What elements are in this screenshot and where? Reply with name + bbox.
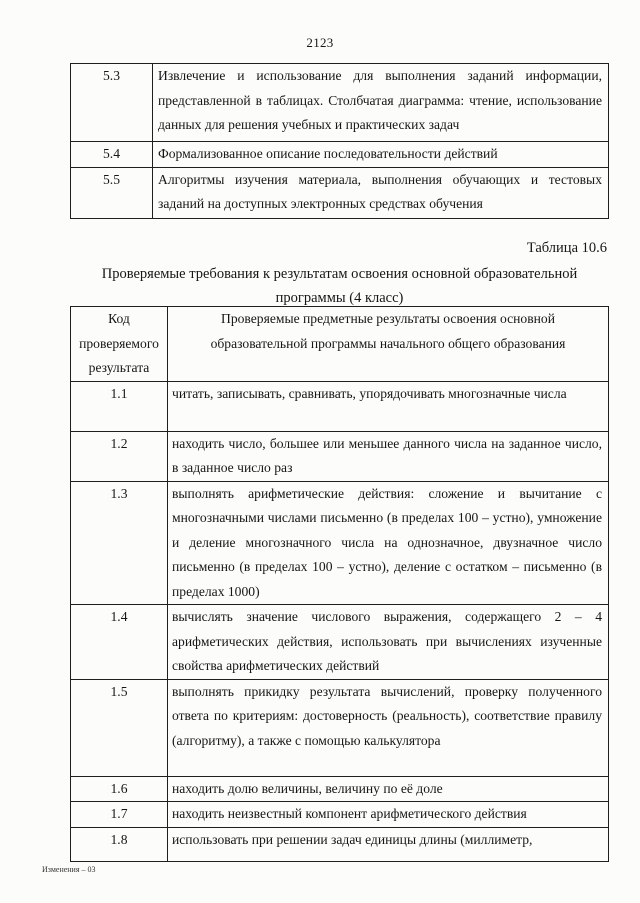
row-code: 5.5 (71, 167, 153, 218)
table-row (71, 431, 609, 481)
row-code: 5.3 (71, 64, 153, 142)
row-text: Извлечение и использование для выполнения заданий информации, представленной в таблицах. Столбчатая диаграмма: чтение, использование данных для решения учебных и практических задач (153, 64, 609, 142)
page-number: 2123 (306, 35, 334, 50)
top-table (70, 63, 609, 219)
row-code: 1.4 (71, 605, 168, 680)
row-text: находить долю величины, величину по её доле (168, 776, 609, 802)
row-text: находить число, большее или меньшее данного числа на заданное число, в заданное число раз (168, 431, 609, 481)
table-row (71, 827, 609, 861)
header-code: Код проверяемого результата (71, 307, 168, 382)
row-text: Формализованное описание последовательности действий (153, 142, 609, 168)
table-row (71, 679, 609, 776)
row-text: читать, записывать, сравнивать, упорядочивать многозначные числа (168, 381, 609, 431)
footer-note: Изменения – 03 (42, 865, 96, 874)
table-label: Таблица 10.6 (526, 240, 607, 256)
row-code: 1.7 (71, 802, 168, 828)
table-row (71, 64, 609, 142)
table-header-row (71, 307, 609, 382)
table-caption: Проверяемые требования к результатам освоения основной образовательной программы (4 класс) (101, 266, 578, 306)
row-text: Алгоритмы изучения материала, выполнения обучающих и тестовых заданий на доступных электронных средствах обучения (153, 167, 609, 218)
table-row (71, 802, 609, 828)
row-text: выполнять прикидку результата вычислений, проверку полученного ответа по критериям: достоверность (реальность), соответствие правилу (алгоритму), а также с помощью калькулятора (168, 679, 609, 776)
row-code: 1.1 (71, 381, 168, 431)
row-code: 1.8 (71, 827, 168, 861)
row-code: 1.6 (71, 776, 168, 802)
row-code: 5.4 (71, 142, 153, 168)
row-text: использовать при решении задач единицы длины (миллиметр, (168, 827, 609, 861)
table-row (71, 167, 609, 218)
table-row (71, 381, 609, 431)
table-row (71, 142, 609, 168)
table-row (71, 776, 609, 802)
header-result: Проверяемые предметные результаты освоения основной образовательной программы начального общего образования (168, 307, 609, 382)
row-text: находить неизвестный компонент арифметического действия (168, 802, 609, 828)
row-text: выполнять арифметические действия: сложение и вычитание с многозначными числами письменно (в пределах 100 – устно), умножение и деление многозначного числа на однозначное, двузначное число письменно (в пределах 100 – устно), деление с остатком – письменно (в пределах 1000) (168, 481, 609, 605)
row-code: 1.3 (71, 481, 168, 605)
requirements-table (70, 306, 609, 862)
table-row (71, 605, 609, 680)
row-code: 1.2 (71, 431, 168, 481)
row-text: вычислять значение числового выражения, содержащего 2 – 4 арифметических действия, использовать при вычислениях изученные свойства арифметических действий (168, 605, 609, 680)
row-code: 1.5 (71, 679, 168, 776)
table-row (71, 481, 609, 605)
